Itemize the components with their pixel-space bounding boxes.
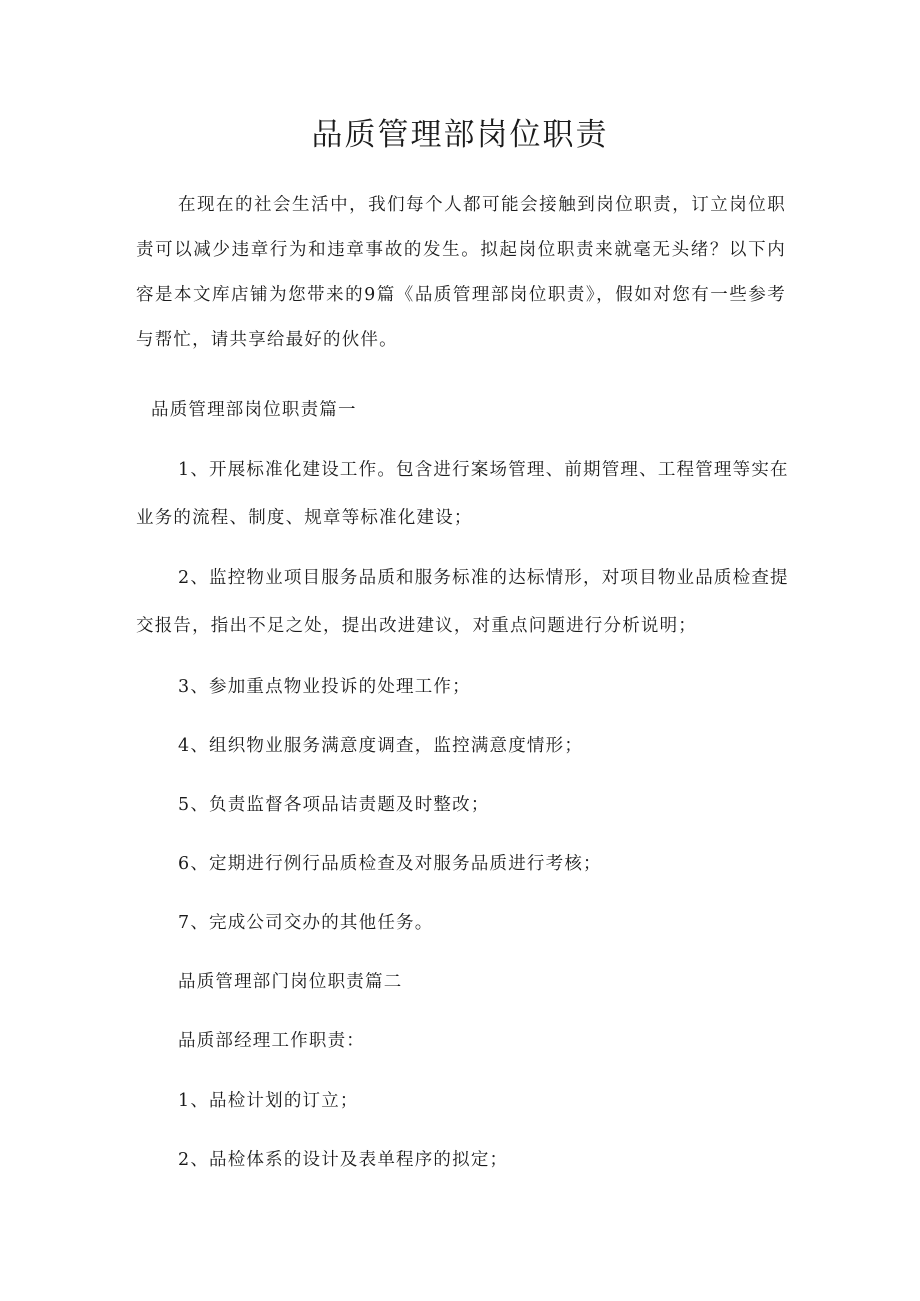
list-item: 5、负责监督各项品诘责题及时整改； — [178, 795, 490, 815]
list-item-continuation: 业务的流程、制度、规章等标准化建设； — [136, 508, 473, 528]
intro-paragraph: 在现在的社会生活中，我们每个人都可能会接触到岗位职责，订立岗位职责可以减少违章行为和违章事故的发生。拟起岗位职责来就毫无头绪？以下内容是本文库店铺为您带来的9篇《品质管理部岗位职责》，假如对您有一些参考与帮忙，请共享给最好的伙伴。 — [136, 195, 786, 350]
section-heading-2: 品质管理部门岗位职责篇二 — [178, 972, 403, 992]
section-heading-1: 品质管理部岗位职责篇一 — [151, 400, 357, 420]
list-item: 1、品检计划的订立； — [178, 1091, 359, 1111]
list-item: 1、开展标准化建设工作。包含进行案场管理、前期管理、工程管理等实在 — [178, 460, 789, 480]
list-item: 2、监控物业项目服务品质和服务标准的达标情形，对项目物业品质检查提 — [178, 568, 789, 588]
list-item: 3、参加重点物业投诉的处理工作； — [178, 677, 471, 697]
section-subheading: 品质部经理工作职责： — [178, 1031, 365, 1051]
list-item: 7、完成公司交办的其他任务。 — [178, 913, 434, 933]
list-item-continuation: 交报告，指出不足之处，提出改进建议，对重点问题进行分析说明； — [136, 616, 697, 636]
list-item: 4、组织物业服务满意度调查，监控满意度情形； — [178, 736, 584, 756]
list-item: 2、品检体系的设计及表单程序的拟定； — [178, 1150, 509, 1170]
list-item: 6、定期进行例行品质检查及对服务品质进行考核； — [178, 854, 602, 874]
page-title: 品质管理部岗位职责 — [311, 117, 609, 153]
